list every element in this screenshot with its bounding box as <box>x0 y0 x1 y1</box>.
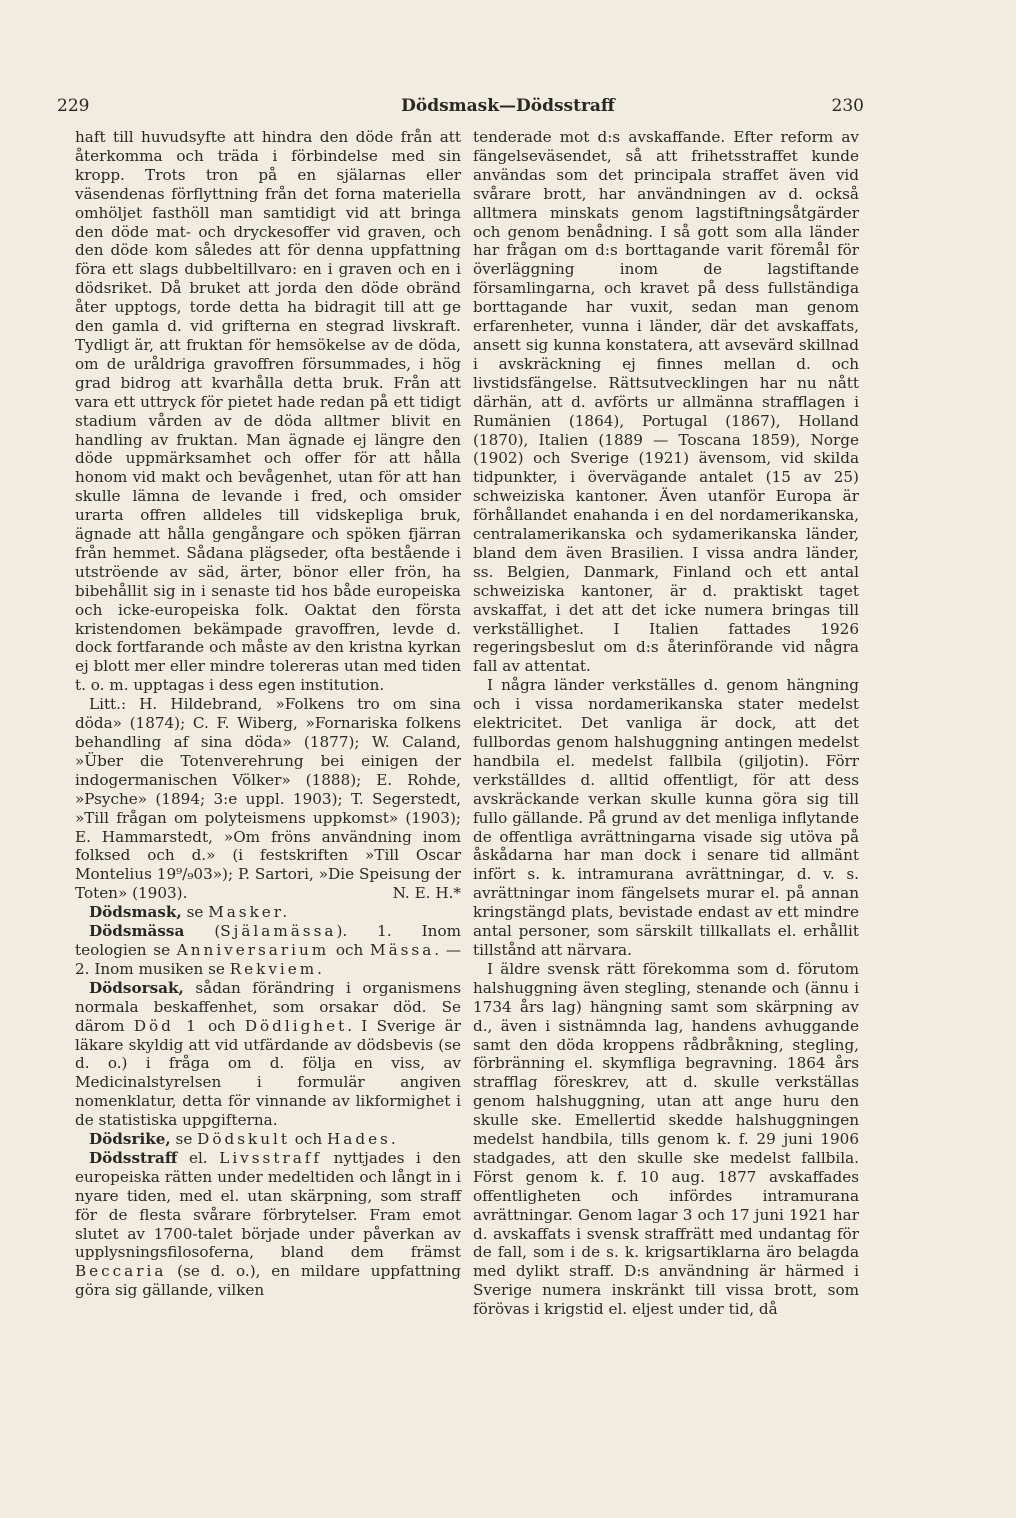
paragraph: haft till huvudsyfte att hindra den döde från att återkomma och träda i förbindelse med sin kropp. Trots tron på en själarnas eller väsendenas förflyttning från det forna materiella omhöljet fasthöll man samtidigt vid att bringa den döde mat- och dryckesoffer vid graven, och den döde kom således att för denna uppfattning föra ett slags dubbeltillvaro: en i graven och en i dödsriket. Då bruket att jorda den döde obränd åter upptogs, torde detta ha bidragit till att ge den gamla d. vid grifterna en stegrad livskraft. Tydligt är, att fruktan för hemsökelse av de döda, om de uråldriga gravoffren försummades, i hög grad bidrog att kvarhålla detta bruk. Från att vara ett uttryck för pietet hade redan på ett tidigt stadium vården av de döda alltmer blivit en handling av fruktan. Man ägnade ej längre den döde uppmärksamhet och offer för att hålla honom vid makt och bevågenhet, utan för att han skulle lämna de levande i fred, och omsider urarta offren alldeles till vidskepliga bruk, ägnade att hålla gengångare och spöken fjärran från hemmet. Sådana plägseder, ofta bestående i utströende av säd, ärter, bönor eller frön, ha bibehållit sig in i senaste tid hos både europeiska och icke-europeiska folk. Oaktat den första kristendomen bekämpade gravoffren, levde d. dock fortfarande och måste av den kristna kyrkan ej blott mer eller mindre tolereras utan med tiden t. o. m. upptagas i dess egen institution. <box>75 128 461 695</box>
cross-reference: Själamässa <box>220 922 337 941</box>
entry-text: . — 2. Inom musiken se <box>75 940 462 978</box>
author-signature: N. E. H.* <box>392 884 461 903</box>
entry-text: . <box>390 1130 396 1149</box>
entry-dodsstraff <box>75 1149 461 1300</box>
entry-text: ). 1. Inom teologien se <box>75 922 461 959</box>
entry-text: sådan förändring i organismens normala beskaffenhet, som orsakar död. Se därom <box>75 978 461 1035</box>
left-column <box>75 128 461 1300</box>
entry-text: . I Sverige är läkare skyldig att vid utfärdande av dödsbevis (se d. o.) i fråga om d. följa en viss, av Medicinalstyrelsen i formulär angiven nomenklatur, detta för vinnande av likformighet i de statistiska uppgifterna. <box>75 1016 461 1130</box>
headword: Dödsrike, <box>89 1130 171 1149</box>
cross-reference: Livsstraff <box>219 1148 323 1167</box>
entry-text: (se d. o.), en mildare uppfattning göra sig gällande, vilken <box>75 1262 461 1300</box>
entry-text: se <box>181 903 209 922</box>
running-head: Dödsmask—Dödsstraff <box>401 96 615 116</box>
cross-reference: Rekviem <box>229 959 318 978</box>
entry-text: och <box>289 1130 328 1149</box>
headword: Dödsorsak, <box>89 978 184 997</box>
cross-reference: Död 1 <box>133 1016 199 1035</box>
literature-note <box>75 695 461 903</box>
cross-reference: Dödlighet <box>244 1016 348 1035</box>
page-header <box>0 92 1016 122</box>
entry-text: . <box>317 959 322 978</box>
headword: Dödsstraff <box>89 1148 178 1167</box>
paragraph: I äldre svensk rätt förekomma som d. förutom halshuggning även stegling, stenande och (ännu i 1734 års lag) hängning samt som skärpning av d., även i sistnämnda lag, handens avhuggande samt den döda kroppens rådbråkning, stegling, förbränning el. skymfliga begravning. 1864 års strafflag föreskrev, att d. skulle verkställas genom halshuggning, utan att ange huru den skulle ske. Emellertid skedde halshuggningen medelst handbila, tills genom k. f. 29 juni 1906 stadgades, att den skulle ske medelst fallbila. Först genom k. f. 10 aug. 1877 avskaffades offentligheten och infördes intramurana avrättningar. Genom lagar 3 och 17 juni 1921 har d. avskaffats i svensk straffrätt med undantag för de fall, som i de s. k. krigsartiklarna äro belagda med dylikt straff. D:s användning är härmed i Sverige numera inskränkt till vissa brott, som förövas i krigstid el. eljest under tid, då <box>473 959 859 1319</box>
entry-text: el. <box>177 1148 220 1167</box>
right-page-number: 230 <box>831 96 864 116</box>
headword: Dödsmask, <box>89 903 182 922</box>
entry-text: ( <box>184 922 221 941</box>
entry-dodsorsak <box>75 979 461 1130</box>
literature-text: Litt.: H. Hildebrand, »Folkens tro om sina döda» (1874); C. F. Wiberg, »Fornariska folkens behandling af sina döda» (1877); W. Caland, »Über die Totenverehrung bei einigen der indogermanischen Völker» (1888); E. Rohde, »Psyche» (1894; 3:e uppl. 1903); T. Segerstedt, »Till frågan om polyteismens uppkomst» (1903); E. Hammarstedt, »Om fröns användning inom folksed och d.» (i festskriften »Till Oscar Montelius 19⁹/₉03»); P. Sartori, »Die Speisung der Toten» (1903). <box>75 695 461 903</box>
entry-text: se <box>170 1130 198 1149</box>
paragraph: tenderade mot d:s avskaffande. Efter reform av fängelseväsendet, så att frihetsstraffet kunde användas som det principala straffet även vid svårare brott, har användningen av d. också alltmera minskats genom lagstiftningsåtgärder och genom benådning. I så gott som alla länder har frågan om d:s borttagande varit föremål för överläggning inom de lagstiftande församlingarna, och kravet på dess fullständiga borttagande har vuxit, sedan man genom erfarenheter, vunna i länder, där det avskaffats, ansett sig kunna konstatera, att avsevärd skillnad i avskräckning ej finnes mellan d. och livstidsfängelse. Rättsutvecklingen har nu nått därhän, att d. avförts ur allmänna strafflagen i Rumänien (1864), Portugal (1867), Holland (1870), Italien (1889 — Toscana 1859), Norge (1902) och Sverige (1921) ävensom, vid skilda tidpunkter, i övervägande antalet (15 av 25) schweiziska kantoner. Även utanför Europa är förhållandet enahanda i en del nordamerikanska, centralamerikanska och sydamerikanska länder, bland dem även Brasilien. I vissa andra länder, ss. Belgien, Danmark, Finland och ett antal schweiziska kantoner, är d. praktiskt taget avskaffat, i det att det icke numera bringas till verkställighet. I Italien fattades 1926 regeringsbeslut om d:s återinförande vid några fall av attentat. <box>473 128 859 676</box>
entry-text: och <box>329 940 371 959</box>
cross-reference: Beccaria <box>75 1262 167 1281</box>
cross-reference: Hades <box>327 1130 391 1149</box>
entry-dodsmassa <box>75 922 461 979</box>
cross-reference: Masker. <box>208 903 291 922</box>
entry-dodsmask <box>75 903 461 922</box>
left-page-number: 229 <box>57 96 90 116</box>
cross-reference: Dödskult <box>197 1130 290 1149</box>
cross-reference: Mässa <box>370 940 435 959</box>
right-column <box>473 128 859 1319</box>
cross-reference: Anniversarium <box>176 940 330 959</box>
entry-text: och <box>198 1016 245 1035</box>
entry-dodsrike <box>75 1130 461 1149</box>
paragraph: I några länder verkställes d. genom hängning och i vissa nordamerikanska stater medelst elektricitet. Det vanliga är dock, att det fullbordas genom halshuggning antingen medelst handbila el. medelst fallbila (giljotin). Förr verkställdes d. alltid offentligt, för att dess avskräckande verkan skulle kunna göra sig till fullo gällande. På grund av det menliga inflytande de offentliga avrättningarna visade sig utöva på åskådarna har man dock i senare tid allmänt infört s. k. intramurana avrättningar, d. v. s. avrättningar inom fängelsets murar el. på annan kringstängd plats, bevistade endast av ett mindre antal personer, som särskilt tillkallats el. erhållit tillstånd att närvara. <box>473 676 859 959</box>
entry-text: nyttjades i den europeiska rätten under medeltiden och långt in i nyare tiden, med el. utan skärpning, som straff för de flesta svårare förbrytelser. Fram emot slutet av 1700-talet började under påverkan av upplysningsfilosoferna, bland dem främst <box>75 1148 461 1262</box>
headword: Dödsmässa <box>89 922 185 941</box>
